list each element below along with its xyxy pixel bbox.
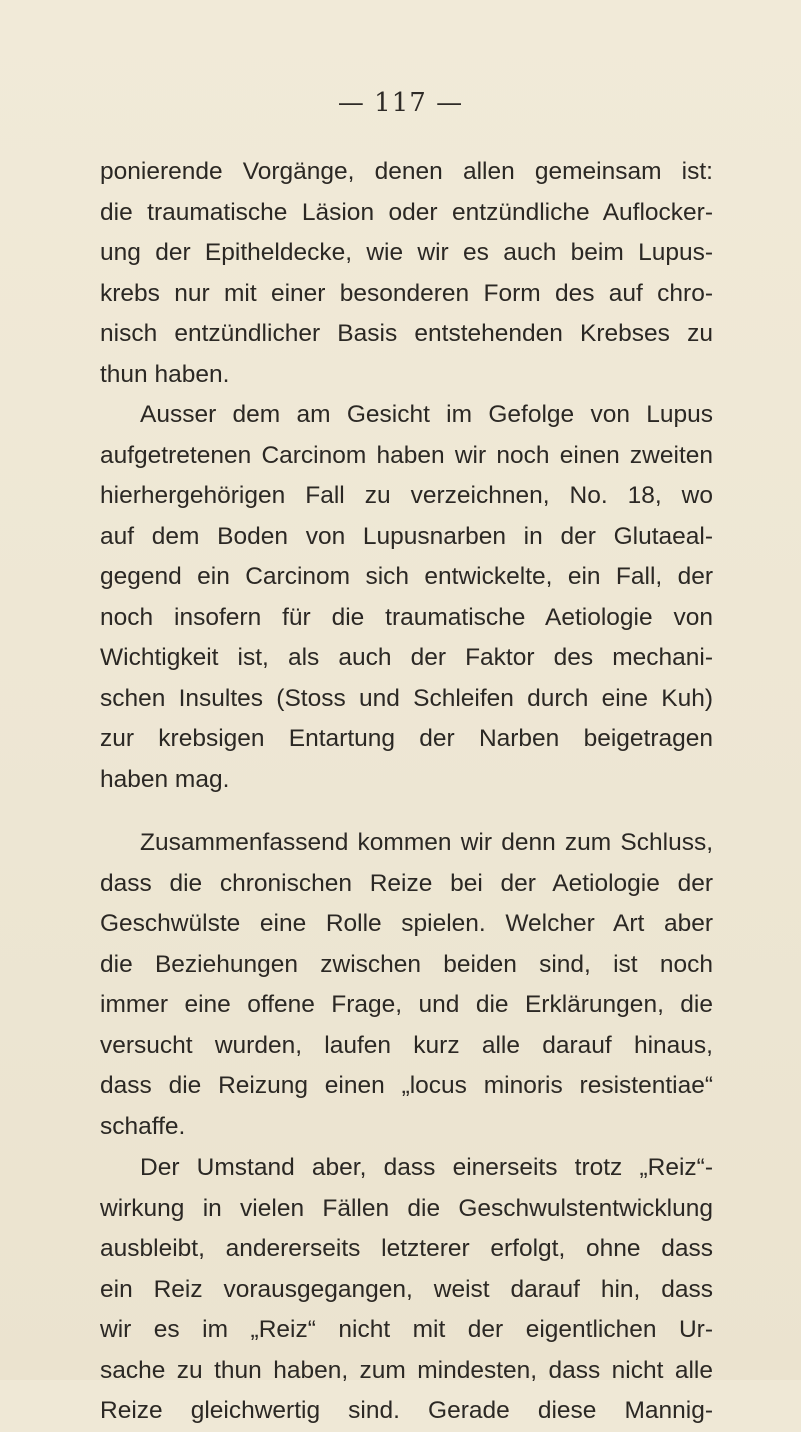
- text-line: krebs nur mit einer besonderen Form des auf chro-: [100, 279, 713, 307]
- text-line: Der Umstand aber, dass einerseits trotz „Reiz“-: [140, 1154, 713, 1181]
- text-line: Zusammenfassend kommen wir denn zum Schluss,: [140, 829, 713, 856]
- text-line: auf dem Boden von Lupusnarben in der Glutaeal-: [100, 522, 713, 550]
- text-line: gegend ein Carcinom sich entwickelte, ein Fall, der: [100, 563, 713, 590]
- paragraph-2: [100, 395, 713, 800]
- text-line: ung der Epitheldecke, wie wir es auch beim Lupus-: [100, 239, 713, 266]
- text-line: ausbleibt, andererseits letzterer erfolgt, ohne dass: [100, 1235, 713, 1262]
- paragraph-4: [100, 1148, 713, 1432]
- text-line: die Beziehungen zwischen beiden sind, ist noch: [100, 950, 713, 978]
- paragraph-1: [100, 152, 713, 395]
- text-line: sache zu thun haben, zum mindesten, dass nicht alle: [100, 1356, 713, 1384]
- text-line: versucht wurden, laufen kurz alle darauf hinaus,: [100, 1031, 713, 1059]
- paragraph-3: [100, 823, 713, 1147]
- text-line: Reize gleichwertig sind. Gerade diese Mannig-: [100, 1397, 713, 1424]
- text-line: schaffe.: [100, 1112, 186, 1140]
- text-line: noch insofern für die traumatische Aetiologie von: [100, 603, 713, 631]
- text-line: wir es im „Reiz“ nicht mit der eigentlichen Ur-: [100, 1316, 713, 1343]
- text-line: Ausser dem am Gesicht im Gefolge von Lupus: [140, 401, 713, 428]
- text-line: immer eine offene Frage, und die Erklärungen, die: [100, 991, 713, 1018]
- text-line: thun haben.: [100, 360, 230, 388]
- text-line: hierhergehörigen Fall zu verzeichnen, No. 18, wo: [100, 482, 713, 509]
- text-line: Geschwülste eine Rolle spielen. Welcher Art aber: [100, 910, 713, 937]
- text-line: aufgetretenen Carcinom haben wir noch einen zweiten: [100, 441, 713, 469]
- text-line: dass die chronischen Reize bei der Aetiologie der: [100, 869, 713, 897]
- text-line: nisch entzündlicher Basis entstehenden Krebses zu: [100, 320, 713, 347]
- text-line: schen Insultes (Stoss und Schleifen durch eine Kuh): [100, 684, 713, 712]
- text-line: ein Reiz vorausgegangen, weist darauf hin, dass: [100, 1275, 713, 1303]
- text-line: Wichtigkeit ist, als auch der Faktor des mechani-: [100, 644, 713, 671]
- text-line: zur krebsigen Entartung der Narben beigetragen: [100, 725, 713, 752]
- text-line: ponierende Vorgänge, denen allen gemeinsam ist:: [100, 158, 713, 185]
- text-line: die traumatische Läsion oder entzündliche Auflocker-: [100, 198, 713, 226]
- text-line: dass die Reizung einen „locus minoris resistentiae“: [100, 1072, 713, 1099]
- text-line: wirkung in vielen Fällen die Geschwulstentwicklung: [100, 1194, 713, 1222]
- page-number: — 117 —: [337, 88, 464, 118]
- text-line: haben mag.: [100, 765, 230, 793]
